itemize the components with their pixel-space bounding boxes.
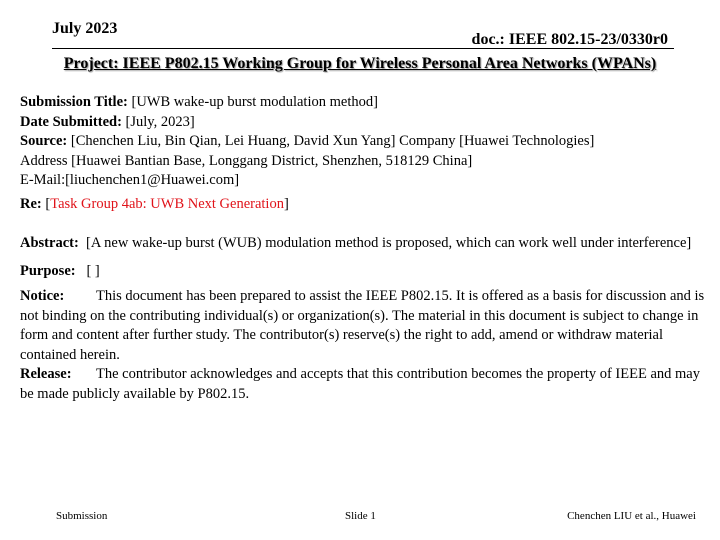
submission-title-line [20,93,712,113]
re-value: Task Group 4ab: UWB Next Generation [50,195,284,212]
project-title: Project: IEEE P802.15 Working Group for Wireless Personal Area Networks (WPANs) [63,55,657,72]
header-divider [52,48,674,49]
source-line [20,132,712,152]
document-body [20,93,712,404]
re-line [20,195,712,215]
submission-title-label: Submission Title: [20,94,128,110]
source-label: Source: [20,133,68,149]
header-date: July 2023 [52,20,118,37]
purpose-label: Purpose: [20,262,76,279]
notice-label: Notice: [20,288,65,304]
source-value: [Chenchen Liu, Bin Qian, Lei Huang, David Xun Yang] Company [Huawei Technologies] [70,133,595,149]
header-doc-id: doc.: IEEE 802.15-23/0330r0 [471,31,668,48]
email-line: E-Mail:[liuchenchen1@Huawei.com] [20,172,240,188]
footer-slide-number: Slide 1 [345,510,376,522]
abstract-line [20,234,712,254]
purpose-value: [ ] [86,262,100,279]
re-label: Re: [20,195,42,212]
release-line [20,365,712,404]
re-close-bracket: ] [283,195,289,212]
address-line: Address [Huawei Bantian Base, Longgang District, Shenzhen, 518129 China] [20,152,473,169]
re-open-bracket: [ [45,195,51,212]
release-value: The contributor acknowledges and accepts that this contribution becomes the property of IEEE and may be made publicly available by P802.15. [20,366,700,402]
submission-title-value: [UWB wake-up burst modulation method] [131,94,378,110]
abstract-value: [A new wake-up burst (WUB) modulation method is proposed, which can work well under interference] [86,235,692,251]
notice-value: This document has been prepared to assist the IEEE P802.15. It is offered as a basis for discussion and is not binding on the contributing individual(s) or organization(s). The material in this document is subject to change in form and content after further study. The contributor(s) reserve(s) the right to add, amend or withdraw material contained herein. [20,288,705,363]
notice-line [20,287,712,365]
date-submitted-value: [July, 2023] [125,113,195,130]
abstract-label: Abstract: [20,235,79,251]
footer-submission: Submission [56,510,108,522]
footer-author: Chenchen LIU et al., Huawei [567,510,696,522]
date-submitted-line [20,113,712,133]
purpose-line [20,262,712,282]
date-submitted-label: Date Submitted: [20,113,122,130]
release-label: Release: [20,366,72,382]
